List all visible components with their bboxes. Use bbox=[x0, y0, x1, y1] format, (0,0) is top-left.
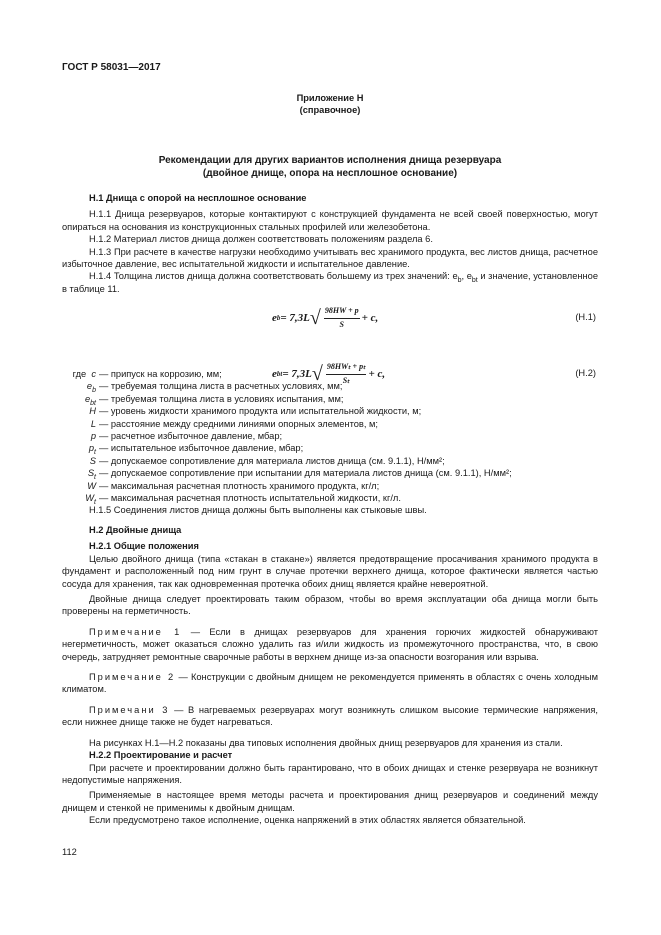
paragraph: Применяемые в настоящее время методы расчета и проектирования днищ резервуаров и соединений между днищем и стенкой не применимы к двойным днищам. bbox=[62, 790, 598, 813]
formula-h1: e b = 7,3L √ $\frac{98HW + p}{S}$ + c, (Н.1) bbox=[272, 306, 596, 329]
paragraph: Целью двойного днища (типа «стакан в стакане») является предотвращение просачивания хранимого продукта в фундамент и расположенный под ним грунт в случае протечки верхнего днища, которое фактически является частью сосуда для хранения, так как одновременная протечка обоих днищ является крайне невероятной. bbox=[62, 553, 598, 589]
legend bbox=[62, 368, 598, 517]
document-header: ГОСТ Р 58031—2017 bbox=[62, 62, 161, 73]
annex-type: (справочное) bbox=[299, 105, 361, 115]
legend-item: где c — припуск на коррозию, мм; bbox=[72, 369, 222, 379]
note-3: Примечани 3 — В нагреваемых резервуарах могут возникнуть слишком высокие термические напряжения, если нижнее днище также не будет нагреваться. bbox=[62, 704, 598, 728]
legend-item: L — расстояние между средними линиями опорных элементов, м; bbox=[90, 418, 378, 429]
paragraph: Н.1.1 Днища резервуаров, которые контактируют с конструкцией фундамента не всей своей поверхностью, могут опираться на основания из конструкционных стальных профилей или железобетона. bbox=[62, 209, 598, 232]
legend-item: p — расчетное избыточное давление, мбар; bbox=[90, 431, 283, 442]
note-2: Примечание 2 — Конструкции с двойным днищем не рекомендуется применять в областях с очень холодным климатом. bbox=[62, 672, 598, 695]
page-title-line2: (двойное днище, опора на несплошное основание) bbox=[202, 168, 458, 179]
paragraph: Н.1.3 При расчете в качестве нагрузки необходимо учитывать вес хранимого продукта, вес листов днища, расчетное избыточное давление, вес испытательной жидкости и испытательное давление. bbox=[62, 246, 598, 270]
legend-item: W — максимальная расчетная плотность хранимого продукта, кг/л; bbox=[87, 480, 380, 491]
formula-number: (Н.1) bbox=[575, 312, 596, 323]
legend-item: $e_{bt}$ — требуемая толщина листа в условиях испытания, мм; bbox=[84, 393, 344, 407]
subsection-heading: Н.2.2 Проектирование и расчет bbox=[89, 750, 233, 761]
section-h2 bbox=[62, 524, 598, 827]
paragraph: Двойные днища следует проектировать таким образом, чтобы во время эксплуатации оба днища могли быть проверены на герметичность. bbox=[62, 594, 598, 617]
section-heading: Н.1 Днища с опорой на несплошное основание bbox=[89, 193, 307, 203]
paragraph: При расчете и проектировании должно быть гарантировано, что в обоих днищах и стенке резервуара не возникнут недопустимые напряжения. bbox=[62, 762, 598, 785]
section-heading: Н.2 Двойные днища bbox=[89, 525, 182, 535]
legend-item: $p_t$ — испытательное избыточное давление, мбар; bbox=[88, 443, 304, 457]
paragraph: Н.1.5 Соединения листов днища должны быть выполнены как стыковые швы. bbox=[89, 505, 427, 516]
page-title-line1: Рекомендации для других вариантов исполнения днища резервуара bbox=[158, 155, 502, 166]
formula-h2: e bt = 7,3L √ $\frac{\text{98HWₜ + pₜ}}{\text{Sₜ}}$ + c, (Н.2) bbox=[272, 362, 596, 385]
formula-number: (Н.2) bbox=[575, 368, 596, 379]
note-1: Примечание 1 — Если в днищах резервуаров для хранения горючих жидкостей обнаруживают негерметичность, может оказаться сложно удалить газ и/или жидкость из промежуточного пространства, что, в свою очередь, затрудняет ремонтные сварочные работы в верхнем днище из-за опасности возгорания или взрыва. bbox=[62, 626, 598, 662]
paragraph: Н.1.2 Материал листов днища должен соответствовать положениям раздела 6. bbox=[89, 234, 433, 245]
legend-item: $W_t$ — максимальная расчетная плотность испытательной жидкости, кг/л. bbox=[85, 493, 401, 506]
subsection-heading: Н.2.1 Общие положения bbox=[89, 541, 199, 552]
paragraph: Если предусмотрено такое исполнение, оценка напряжений в этих областях является обязательной. bbox=[89, 815, 526, 826]
section-h1 bbox=[62, 192, 599, 395]
paragraph: Н.1.4 Толщина листов днища должна соответствовать большему из трех значений: $e_b$, $e_{bt}$ и значение, установленное в таблице 11. bbox=[62, 271, 599, 294]
legend-item: $e_b$ — требуемая толщина листа в расчетных условиях, мм; bbox=[86, 381, 343, 395]
legend-item: $S_t$ — допускаемое сопротивление при испытании для материала листов днища (см. 9.1.1), Н/мм²; bbox=[87, 468, 512, 482]
legend-item: H — уровень жидкости хранимого продукта или испытательной жидкости, м; bbox=[89, 406, 422, 417]
annex-title: Приложение Н bbox=[296, 93, 364, 103]
paragraph: На рисунках Н.1—Н.2 показаны два типовых исполнения двойных днищ резервуаров для хранения из стали. bbox=[89, 737, 563, 748]
page-number: 112 bbox=[62, 847, 77, 857]
legend-item: S — допускаемое сопротивление для материала листов днища (см. 9.1.1), Н/мм²; bbox=[89, 455, 445, 466]
